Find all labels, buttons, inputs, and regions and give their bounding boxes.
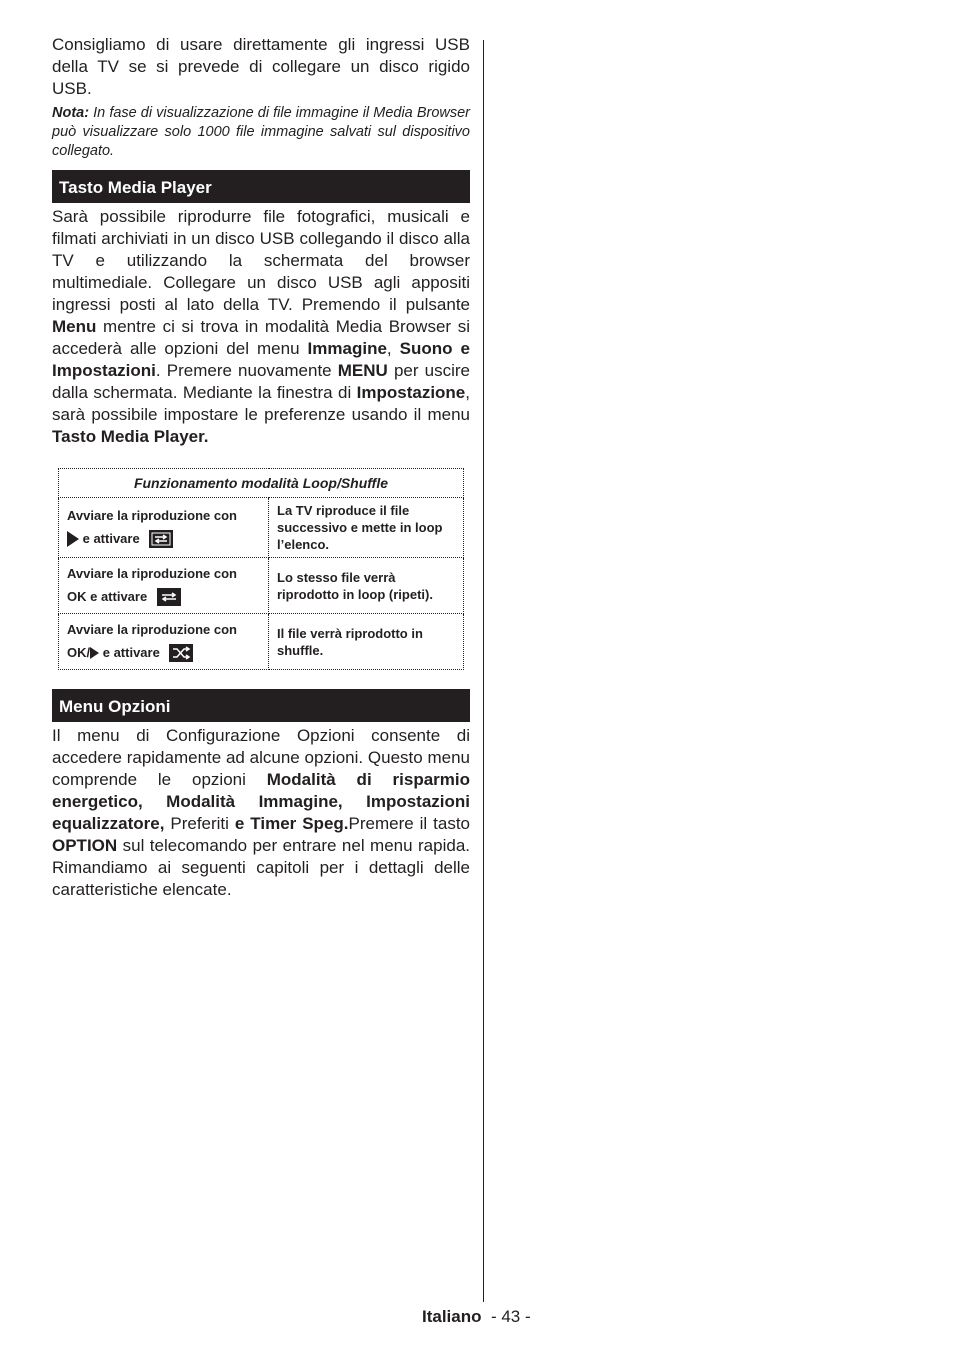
- cell-text: La TV riproduce il file successivo e mette in loop l’elenco.: [277, 503, 443, 552]
- bold-run: Modalità di risparmio energetico, Modalità Immagine, Impostazioni equalizzatore,: [52, 770, 470, 833]
- text-run: ,: [386, 339, 400, 358]
- cell-line: [67, 530, 260, 549]
- play-icon: [67, 531, 79, 547]
- intro-block: [52, 34, 470, 161]
- page-footer: [422, 1306, 531, 1328]
- table-header: Funzionamento modalità Loop/Shuffle: [59, 469, 464, 498]
- table-header-row: [59, 469, 464, 498]
- text-run: Preferiti: [164, 814, 235, 833]
- media-player-text: [52, 206, 470, 448]
- section-heading-media-player: Tasto Media Player: [52, 170, 470, 203]
- table-cell-left: [59, 498, 269, 558]
- cell-text: e attivare: [79, 530, 140, 546]
- cell-text: Avviare la riproduzione con: [67, 565, 238, 581]
- options-text: [52, 725, 470, 901]
- intro-text: Consigliamo di usare direttamente gli ingressi USB della TV se si prevede di collegare un disco rigido USB.: [52, 35, 470, 98]
- bold-run: Immagine: [307, 339, 387, 358]
- table-row: [59, 614, 464, 670]
- section-heading-options: Menu Opzioni: [52, 689, 470, 722]
- cell-text: Avviare la riproduzione con: [67, 621, 238, 637]
- bold-run: MENU: [337, 361, 388, 380]
- text-run: , sarà possibile impostare le preferenze usando il menu: [52, 383, 470, 424]
- footer-language: Italiano: [422, 1307, 482, 1326]
- table-cell-right: [269, 558, 464, 614]
- bold-run: OPTION: [52, 836, 118, 855]
- bold-run: Impostazione: [356, 383, 466, 402]
- media-player-section: [52, 170, 470, 448]
- cell-text: e attivare: [99, 644, 160, 660]
- loop-all-icon: [149, 530, 173, 548]
- loop-one-icon: [157, 588, 181, 606]
- text-run: Premere il tasto: [348, 814, 470, 833]
- text-run: Il menu di Configurazione Opzioni consente di accedere rapidamente ad alcune opzioni. Questo menu comprende le opzioni: [52, 726, 470, 789]
- cell-line: [67, 588, 260, 607]
- bold-run: Suono e Impostazioni: [52, 339, 470, 380]
- loop-shuffle-table: [58, 468, 464, 670]
- text-run: sul telecomando per entrare nel menu rapida. Rimandiamo ai seguenti capitoli per i dettagli delle caratteristiche elencate.: [52, 836, 470, 899]
- cell-text: OK e attivare: [67, 588, 148, 604]
- table-row: [59, 558, 464, 614]
- table-cell-right: [269, 614, 464, 670]
- bold-run: e Timer Speg.: [234, 814, 349, 833]
- cell-text: Avviare la riproduzione con: [67, 507, 238, 523]
- options-section: [52, 689, 470, 901]
- table-cell-left: [59, 558, 269, 614]
- cell-text: Lo stesso file verrà riprodotto in loop (ripeti).: [277, 569, 433, 602]
- cell-text: OK/: [67, 644, 91, 660]
- table-cell-right: [269, 498, 464, 558]
- footer-page-number: - 43 -: [481, 1307, 531, 1326]
- cell-line: [67, 644, 260, 663]
- shuffle-icon: [169, 644, 193, 662]
- bold-run: Tasto Media Player.: [52, 427, 209, 446]
- text-run: . Premere nuovamente: [155, 361, 338, 380]
- play-icon: [90, 647, 99, 659]
- table-cell-left: [59, 614, 269, 670]
- note: [52, 104, 470, 161]
- text-run: per uscire dalla schermata. Mediante la finestra di: [52, 361, 470, 402]
- cell-text: Il file verrà riprodotto in shuffle.: [277, 625, 423, 658]
- note-text: In fase di visualizzazione di file immagine il Media Browser può visualizzare solo 1000 file immagine salvati sul dispositivo collegato.: [52, 105, 470, 159]
- text-run: mentre ci si trova in modalità Media Browser si accederà alle opzioni del menu: [52, 317, 470, 358]
- bold-run: Menu: [52, 317, 97, 336]
- table-row: [59, 498, 464, 558]
- note-label: Nota:: [52, 105, 90, 121]
- text-run: Sarà possibile riprodurre file fotografici, musicali e filmati archiviati in un disco USB collegando il disco alla TV e utilizzando la schermata del browser multimediale. Collegare un disco USB agli appositi ingressi posti al lato della TV. Premendo il pulsante: [52, 207, 470, 314]
- column-divider: [483, 40, 484, 1302]
